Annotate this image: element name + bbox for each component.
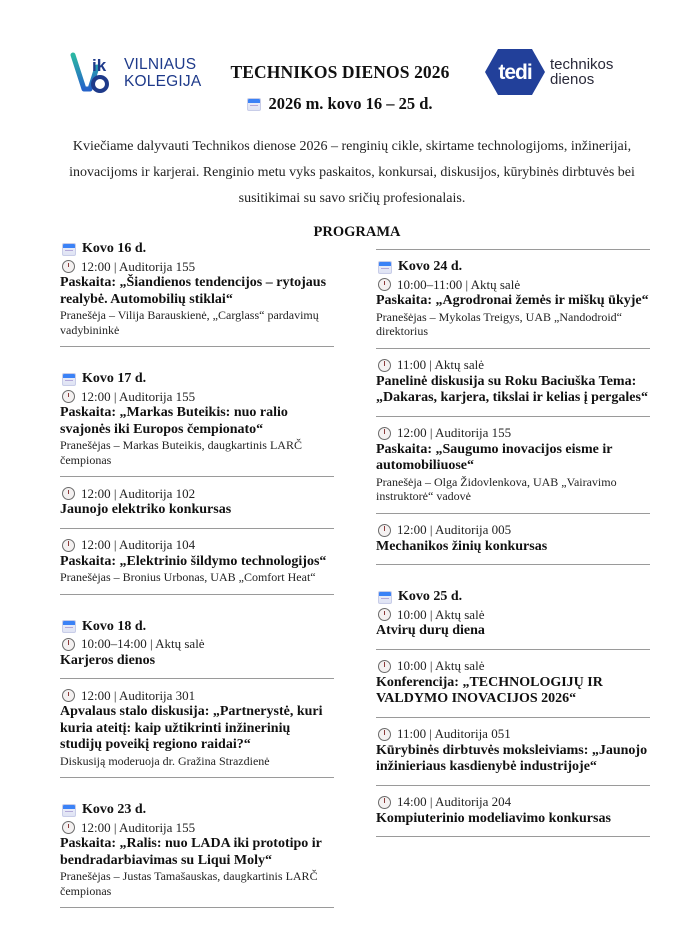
clock-icon xyxy=(378,278,391,291)
program-column-left xyxy=(58,240,334,916)
event-title: Paskaita: „Šiandienos tendencijos – rytojaus realybė. Automobilių stiklai“ xyxy=(60,275,327,307)
day-label: Kovo 25 d. xyxy=(398,589,463,604)
event-time xyxy=(378,606,650,623)
program-event xyxy=(58,485,334,519)
event-title: Karjeros dienos xyxy=(60,652,156,668)
clock-icon xyxy=(378,524,391,537)
day-header xyxy=(62,370,334,388)
clock-icon xyxy=(62,487,75,500)
clock-icon xyxy=(62,689,75,702)
event-time xyxy=(378,357,650,374)
event-time-text: 10:00–14:00 | Aktų salė xyxy=(81,636,205,651)
event-speaker: Pranešėjas – Bronius Urbonas, UAB „Comfort Heat“ xyxy=(60,570,316,584)
event-time-text: 10:00 | Aktų salė xyxy=(397,658,485,673)
program-event xyxy=(58,687,334,768)
technikos-dienos-logo xyxy=(484,47,634,97)
event-time-text: 14:00 | Auditorija 204 xyxy=(397,794,512,809)
clock-icon xyxy=(378,427,391,440)
program-event xyxy=(374,357,650,407)
event-time-text: 12:00 | Auditorija 155 xyxy=(81,388,196,404)
event-time xyxy=(62,537,334,554)
event-title: Panelinė diskusija su Roku Baciuška Tema: „Dakaras, karjera, tikslai ir kelias į pergales“ xyxy=(376,373,648,405)
divider xyxy=(376,717,650,718)
program-event xyxy=(58,537,334,585)
divider xyxy=(376,564,650,565)
day-header xyxy=(62,801,334,819)
event-title: Atvirų durų diena xyxy=(376,623,485,638)
page-title: TECHNIKOS DIENOS 2026 xyxy=(230,62,450,82)
event-speaker: Diskusiją moderuoja dr. Gražina Strazdienė xyxy=(60,753,270,768)
event-time xyxy=(378,658,650,675)
calendar-icon xyxy=(62,804,76,817)
clock-icon xyxy=(62,539,75,552)
program-event xyxy=(374,425,650,504)
day-header xyxy=(378,588,650,606)
day-header xyxy=(62,618,334,636)
divider xyxy=(60,777,334,778)
page-header xyxy=(0,0,680,125)
event-title: Kūrybinės dirbtuvės moksleiviams: „Jaunojo inžinieriaus kasdienybė industrijoje“ xyxy=(376,742,648,774)
divider xyxy=(60,678,334,679)
svg-text:ik: ik xyxy=(92,56,107,75)
event-time-text: 12:00 | Auditorija 155 xyxy=(397,425,512,440)
program-event xyxy=(374,522,650,556)
program-event xyxy=(58,636,334,670)
event-time xyxy=(62,485,334,502)
program-event xyxy=(58,388,334,467)
event-speaker: Pranešėjas – Markas Buteikis, daugkartinis LARČ čempionas xyxy=(60,438,302,467)
event-time xyxy=(378,522,650,539)
divider xyxy=(376,249,650,250)
event-title: Paskaita: „Markas Buteikis: nuo ralio svajonės iki Europos čempionato“ xyxy=(60,405,288,437)
day-block xyxy=(58,370,334,595)
divider xyxy=(60,528,334,529)
program-event xyxy=(374,726,650,776)
vk-line1: VILNIAUS xyxy=(124,56,197,73)
program-event xyxy=(58,258,334,337)
divider xyxy=(376,785,650,786)
divider xyxy=(376,513,650,514)
clock-icon xyxy=(378,728,391,741)
calendar-icon xyxy=(62,373,76,386)
event-time xyxy=(62,687,334,704)
calendar-icon xyxy=(247,98,261,111)
tedi-logo-text xyxy=(550,57,613,87)
event-speaker: Pranešėja – Olga Židovlenkova, UAB „Vairavimo instruktorė“ vadovė xyxy=(376,474,617,503)
event-time-text: 12:00 | Auditorija 301 xyxy=(81,687,196,703)
divider xyxy=(60,346,334,347)
calendar-icon xyxy=(378,261,392,274)
divider xyxy=(376,836,650,837)
event-title: Konferencija: „TECHNOLOGIJŲ IR VALDYMO INOVACIJOS 2026“ xyxy=(376,674,603,706)
day-label: Kovo 23 d. xyxy=(82,802,147,817)
day-label: Kovo 17 d. xyxy=(82,371,147,386)
event-title: Jaunojo elektriko konkursas xyxy=(60,502,232,517)
event-title: Kompiuterinio modeliavimo konkursas xyxy=(376,810,611,826)
day-block xyxy=(58,240,334,347)
clock-icon xyxy=(62,390,75,403)
event-dates xyxy=(0,94,680,114)
event-speaker: Pranešėja – Vilija Barauskienė, „Carglass“ pardavimų vadybininkė xyxy=(60,308,319,337)
vk-line2: KOLEGIJA xyxy=(124,73,202,90)
day-block xyxy=(374,258,650,565)
clock-icon xyxy=(62,821,75,834)
event-time-text: 11:00 | Auditorija 051 xyxy=(397,726,511,741)
clock-icon xyxy=(378,608,391,621)
event-title: Paskaita: „Agrodronai žemės ir miškų ūkyje“ xyxy=(376,293,649,308)
divider xyxy=(60,594,334,595)
divider xyxy=(60,907,334,908)
program-event xyxy=(374,658,650,708)
event-title: Paskaita: „Saugumo inovacijos eisme ir automobiliuose“ xyxy=(376,441,613,473)
divider xyxy=(60,476,334,477)
divider xyxy=(376,649,650,650)
event-dates-text: 2026 m. kovo 16 – 25 d. xyxy=(268,94,433,113)
tedi-line2: dienos xyxy=(550,71,595,88)
event-time xyxy=(62,636,334,653)
event-time-text: 12:00 | Auditorija 155 xyxy=(81,819,196,835)
program-event xyxy=(374,276,650,339)
day-block xyxy=(374,588,650,837)
day-label: Kovo 24 d. xyxy=(398,259,463,274)
event-speaker: Pranešėjas – Justas Tamašauskas, daugkartinis LARČ čempionas xyxy=(60,869,318,898)
event-time xyxy=(62,819,334,836)
day-label: Kovo 18 d. xyxy=(82,618,147,634)
spacer xyxy=(58,355,334,370)
intro-paragraph: Kviečiame dalyvauti Technikos dienose 2026 – renginių cikle, skirtame technologijoms, inžinerijai, inovacijoms ir karjerai. Renginio metu vyks paskaitos, konkursai, diskusijos, kūrybinės dirbtuvės bei susitikimai su savo sričių profesionalais. xyxy=(69,139,635,206)
clock-icon xyxy=(378,359,391,372)
event-time-text: 10:00–11:00 | Aktų salė xyxy=(397,276,521,292)
svg-text:tedi: tedi xyxy=(498,61,532,84)
event-title: Mechanikos žinių konkursas xyxy=(376,538,548,554)
day-label: Kovo 16 d. xyxy=(82,241,147,256)
program-column-right xyxy=(374,240,650,845)
day-header xyxy=(378,258,650,276)
event-title: Paskaita: „Elektrinio šildymo technologijos“ xyxy=(60,553,327,569)
tedi-line1: technikos xyxy=(550,56,614,73)
day-header xyxy=(62,240,334,258)
event-time xyxy=(378,276,650,293)
day-block xyxy=(58,618,334,779)
spacer xyxy=(58,786,334,801)
calendar-icon xyxy=(378,591,392,604)
event-title: Paskaita: „Ralis: nuo LADA iki prototipo ir bendradarbiavimas su Liqui Moly“ xyxy=(60,836,322,868)
clock-icon xyxy=(378,796,391,809)
event-time-text: 10:00 | Aktų salė xyxy=(397,606,485,622)
event-time xyxy=(62,258,334,275)
event-time xyxy=(378,794,650,811)
divider xyxy=(376,416,650,417)
tedi-logo-icon xyxy=(484,47,546,97)
day-block xyxy=(58,801,334,908)
clock-icon xyxy=(62,638,75,651)
event-time xyxy=(62,388,334,405)
event-time-text: 11:00 | Aktų salė xyxy=(397,357,484,372)
spacer xyxy=(374,573,650,588)
event-time xyxy=(378,425,650,442)
clock-icon xyxy=(378,660,391,673)
program-event xyxy=(374,794,650,828)
event-time-text: 12:00 | Auditorija 102 xyxy=(81,485,196,501)
event-time-text: 12:00 | Auditorija 104 xyxy=(81,537,196,552)
calendar-icon xyxy=(62,620,76,633)
clock-icon xyxy=(62,260,75,273)
event-title: Apvalaus stalo diskusija: „Partnerystė, kuri kuria ateitį: kaip užtikrinti inžinerinių studijų poveikį regiono raidai?“ xyxy=(60,704,323,752)
program-event xyxy=(374,606,650,640)
spacer xyxy=(58,603,334,618)
event-time-text: 12:00 | Auditorija 155 xyxy=(81,258,196,274)
event-time xyxy=(378,726,650,743)
event-speaker: Pranešėjas – Mykolas Treigys, UAB „Nandodroid“ direktorius xyxy=(376,309,622,338)
calendar-icon xyxy=(62,243,76,256)
program-heading: PROGRAMA xyxy=(313,224,401,240)
divider xyxy=(376,348,650,349)
program-event xyxy=(58,819,334,898)
event-time-text: 12:00 | Auditorija 005 xyxy=(397,522,512,537)
